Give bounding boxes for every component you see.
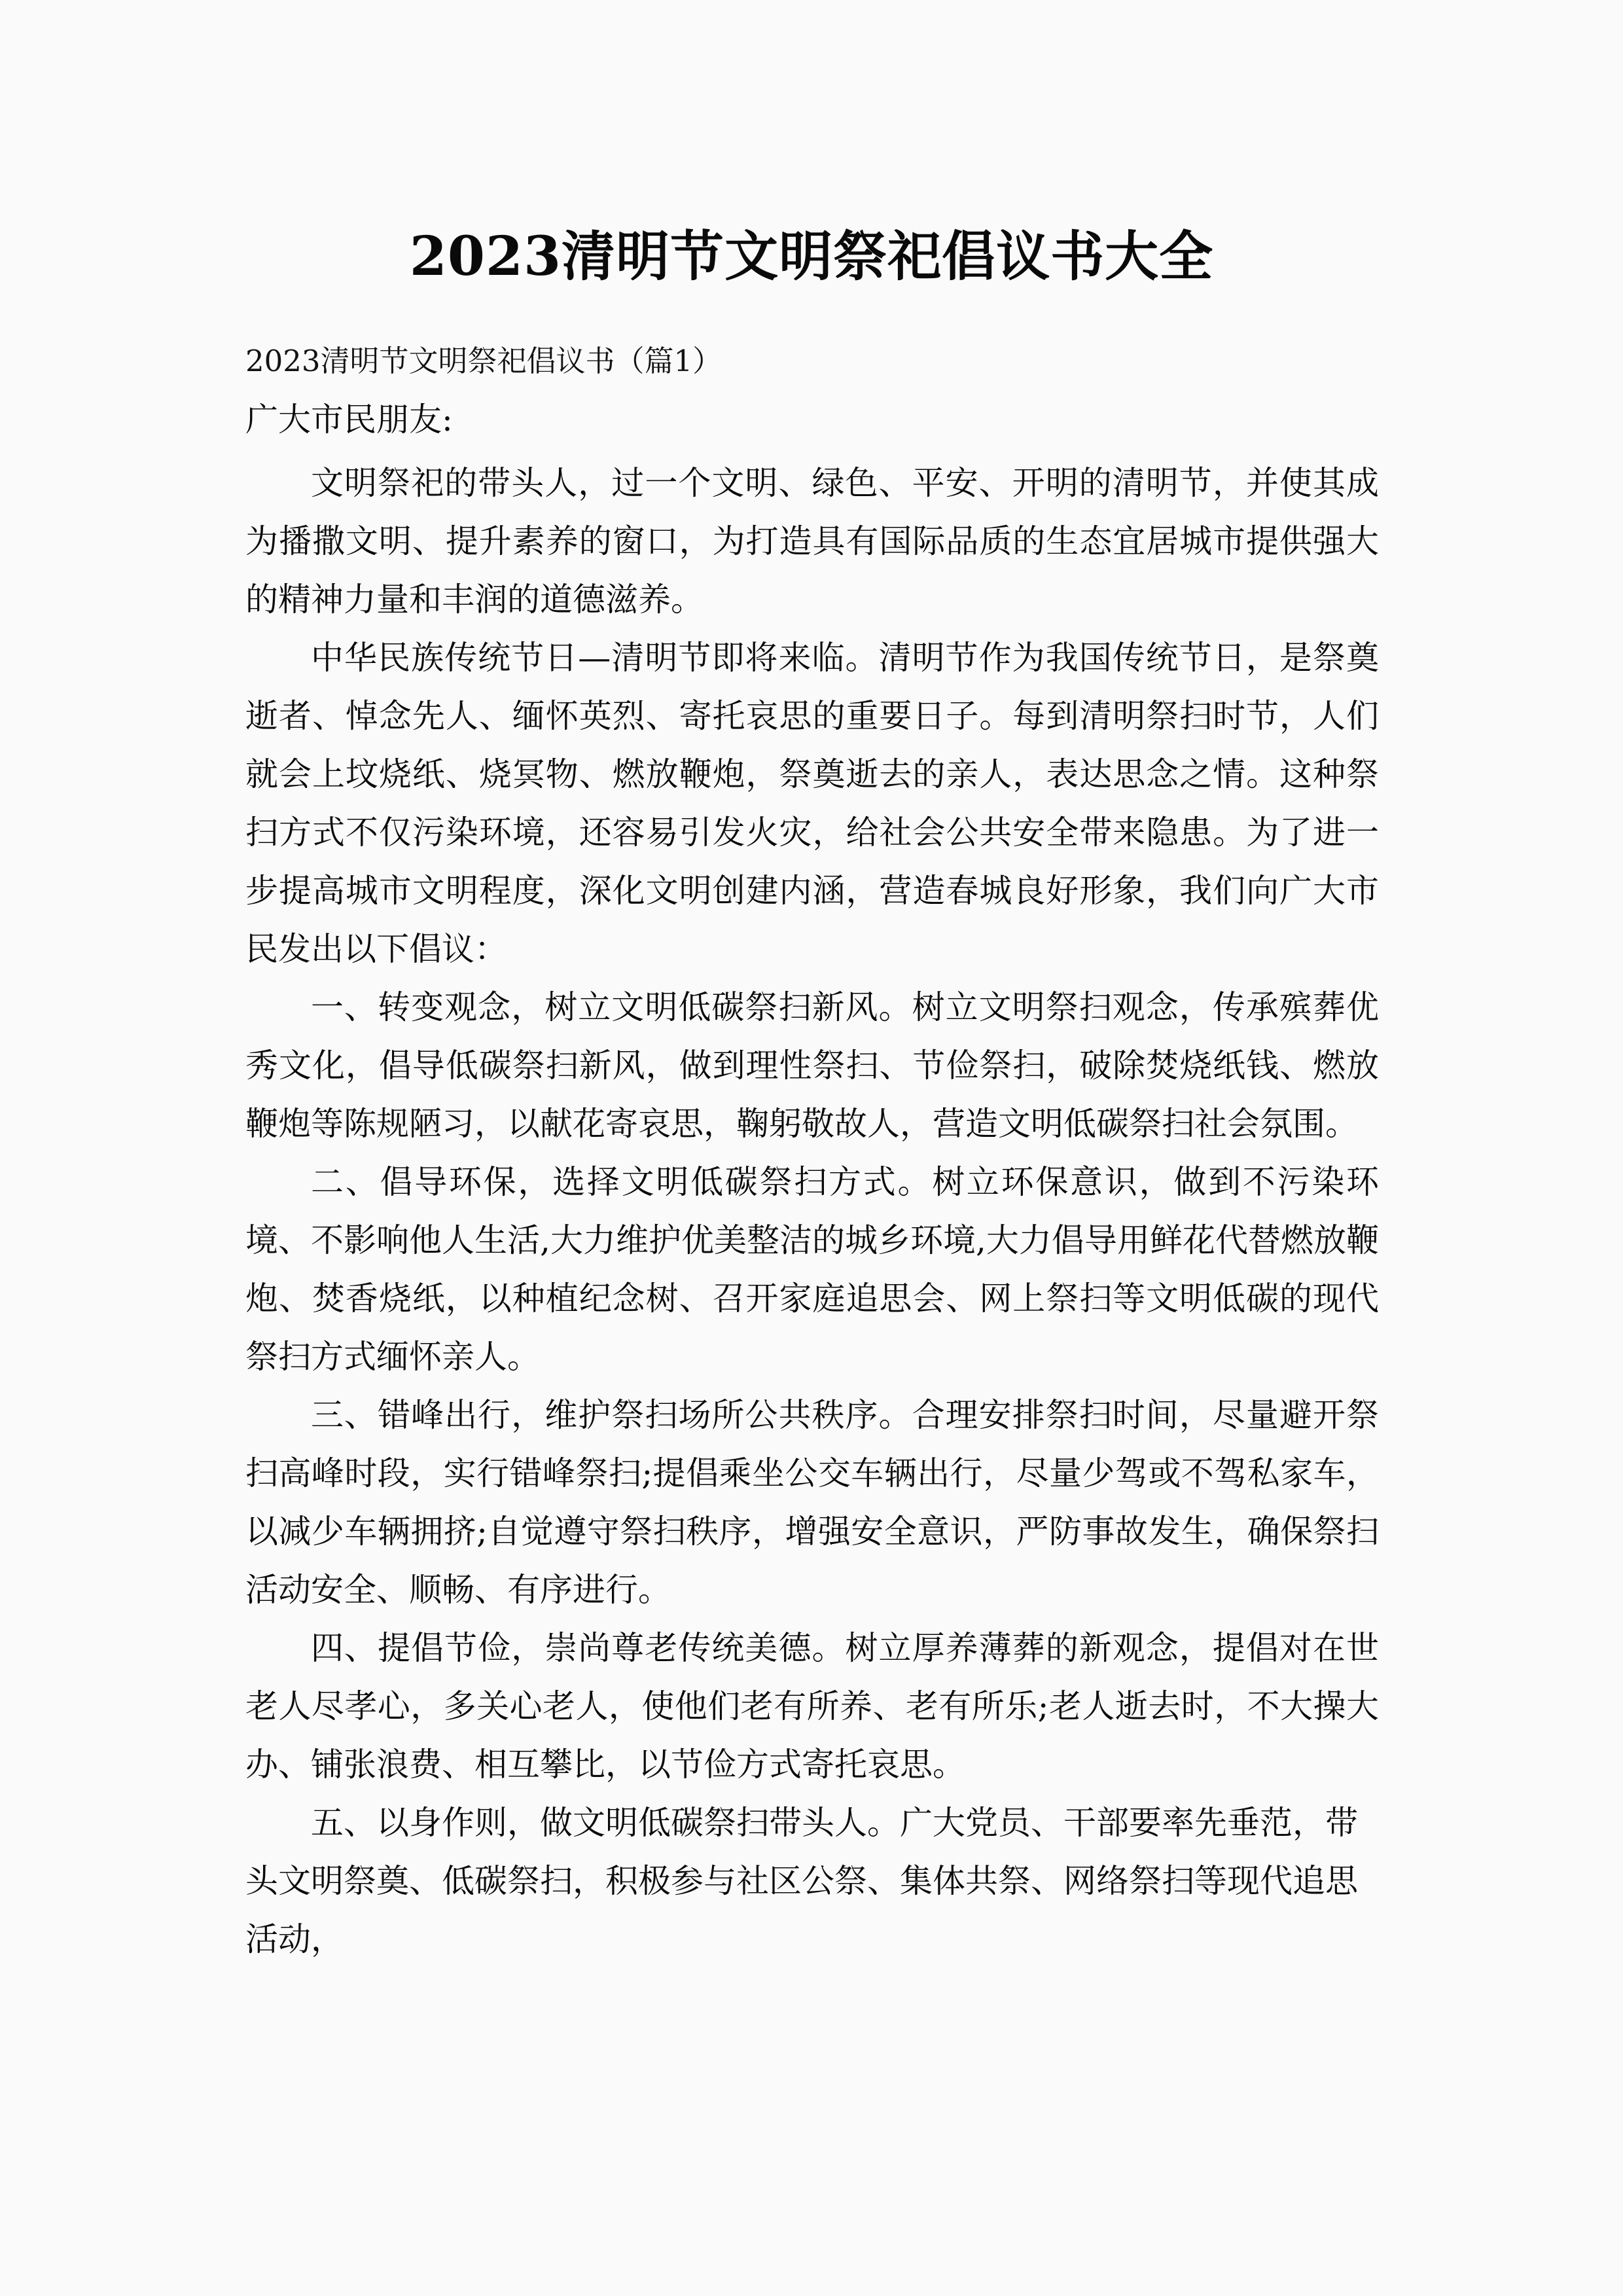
document-body [245, 340, 1379, 1969]
paragraph-item-4: 四、提倡节俭，崇尚尊老传统美德。树立厚养薄葬的新观念，提倡对在世老人尽孝心，多关心老人，使他们老有所养、老有所乐;老人逝去时，不大操大办、铺张浪费、相互攀比，以节俭方式寄托哀思。 [245, 1629, 1379, 1784]
paragraph-item-1: 一、转变观念，树立文明低碳祭扫新风。树立文明祭扫观念，传承殡葬优秀文化，倡导低碳祭扫新风，做到理性祭扫、节俭祭扫，破除焚烧纸钱、燃放鞭炮等陈规陋习，以献花寄哀思，鞠躬敬故人，营造文明低碳祭扫社会氛围。 [245, 988, 1379, 1143]
paragraph-item-2: 二、倡导环保，选择文明低碳祭扫方式。树立环保意识，做到不污染环境、不影响他人生活,大力维护优美整洁的城乡环境,大力倡导用鲜花代替燃放鞭炮、焚香烧纸，以种植纪念树、召开家庭追思会、网上祭扫等文明低碳的现代祭扫方式缅怀亲人。 [245, 1163, 1379, 1376]
page-title: 2023清明节文明祭祀倡议书大全 [409, 224, 1214, 288]
paragraph-intro: 文明祭祀的带头人，过一个文明、绿色、平安、开明的清明节，并使其成为播撒文明、提升素养的窗口，为打造具有国际品质的生态宜居城市提供强大的精神力量和丰润的道德滋养。 [245, 464, 1379, 619]
salutation-line: 广大市民朋友: [245, 401, 453, 439]
paragraph-background: 中华民族传统节日—清明节即将来临。清明节作为我国传统节日，是祭奠逝者、悼念先人、缅怀英烈、寄托哀思的重要日子。每到清明祭扫时节，人们就会上坟烧纸、烧冥物、燃放鞭炮，祭奠逝去的亲人，表达思念之情。这种祭扫方式不仅污染环境，还容易引发火灾，给社会公共安全带来隐患。为了进一步提高城市文明程度，深化文明创建内涵，营造春城良好形象，我们向广大市民发出以下倡议： [245, 639, 1379, 968]
paragraph-item-3: 三、错峰出行，维护祭扫场所公共秩序。合理安排祭扫时间，尽量避开祭扫高峰时段，实行错峰祭扫;提倡乘坐公交车辆出行，尽量少驾或不驾私家车，以减少车辆拥挤;自觉遵守祭扫秩序，增强安全意识，严防事故发生，确保祭扫活动安全、顺畅、有序进行。 [245, 1396, 1379, 1609]
document-subtitle: 2023清明节文明祭祀倡议书（篇1） [245, 344, 722, 378]
paragraph-item-5: 五、以身作则，做文明低碳祭扫带头人。广大党员、干部要率先垂范，带头文明祭奠、低碳祭扫，积极参与社区公祭、集体共祭、网络祭扫等现代追思活动， [245, 1804, 1358, 1958]
